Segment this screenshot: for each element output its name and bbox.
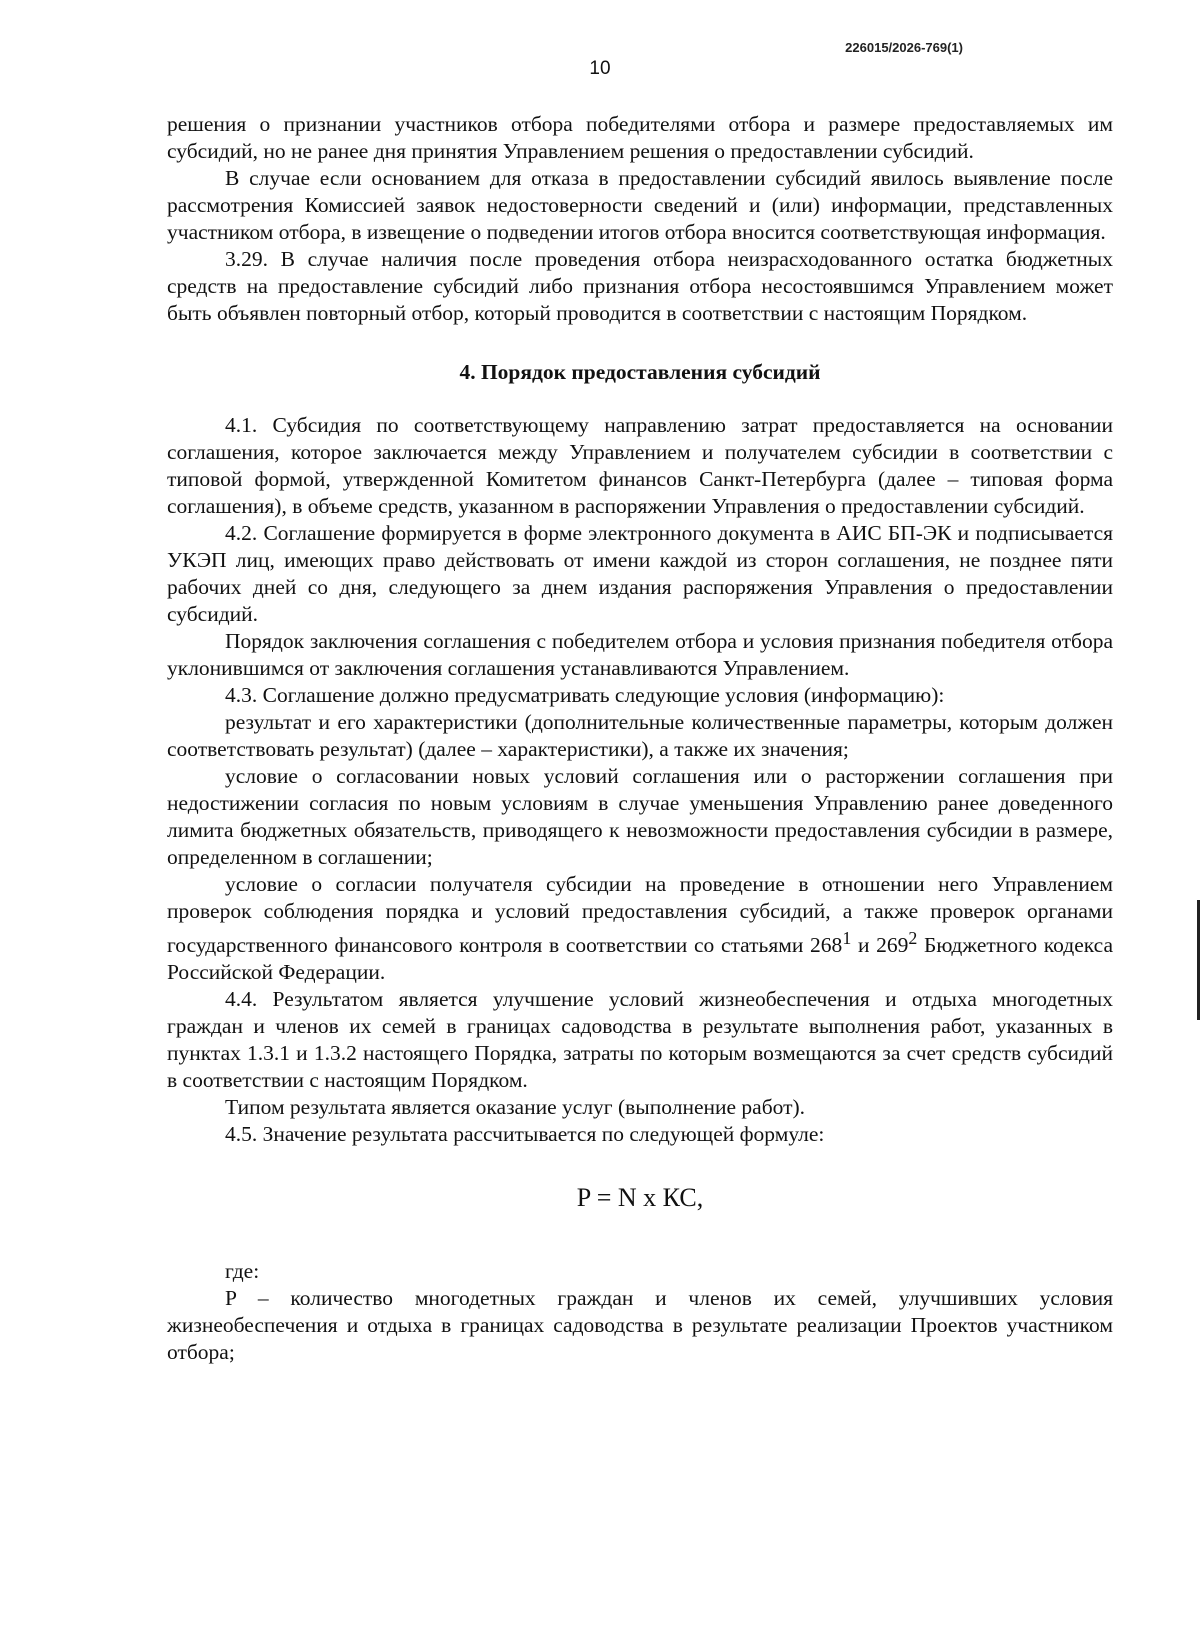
definition-paragraph: P – количество многодетных граждан и членов их семей, улучшивших условия жизнеобеспечения и отдыха в границах садоводства в результате реализации Проектов участником отбора;	[167, 1286, 1113, 1365]
paragraph: В случае если основанием для отказа в предоставлении субсидий явилось выявление после рассмотрения Комиссией заявок недостоверности сведений и (или) информации, представленных участником отбора, в извещение о подведении итогов отбора вносится соответствующая информация.	[167, 166, 1113, 244]
paragraph-4-4: 4.4. Результатом является улучшение условий жизнеобеспечения и отдыха многодетных граждан и членов их семей в границах садоводства в результате выполнения работ, указанных в пунктах 1.3.1 и 1.3.2 настоящего Порядка, затраты по которым возмещаются за счет средств субсидий в соответствии с настоящим Порядком.	[167, 987, 1113, 1093]
paragraph: Порядок заключения соглашения с победителем отбора и условия признания победителя отбора уклонившимся от заключения соглашения устанавливаются Управлением.	[167, 629, 1113, 680]
paragraph-4-2: 4.2. Соглашение формируется в форме электронного документа в АИС БП-ЭК и подписывается УКЭП лиц, имеющих право действовать от имени каждой из сторон соглашения, не позднее пяти рабочих дней со дня, следующего за днем издания распоряжения Управления о предоставлении субсидий.	[167, 521, 1113, 626]
paragraph-consent	[167, 871, 1113, 986]
paragraph: Типом результата является оказание услуг (выполнение работ).	[225, 1095, 806, 1120]
consent-text: условие о согласии получателя субсидии на проведение в отношении него Управлением проверок соблюдения порядка и условий предоставления субсидий, а также проверок органами государственного финансового контроля в соответствии со статьями 268	[167, 872, 1113, 958]
page-number: 10	[589, 58, 611, 79]
paragraph: условие о согласовании новых условий соглашения или о расторжении соглашения при недостижении согласия по новым условиям в случае уменьшения Управлению ранее доведенного лимита бюджетных обязательств, приводящего к невозможности предоставления субсидии в размере, определенном в соглашении;	[167, 764, 1113, 869]
formula: P = N x КС,	[576, 1183, 704, 1213]
consent-text: и 269	[851, 933, 909, 958]
paragraph-4-3: 4.3. Соглашение должно предусматривать следующие условия (информацию):	[225, 683, 945, 707]
paragraph-3-29: 3.29. В случае наличия после проведения отбора неизрасходованного остатка бюджетных средств на предоставление субсидий либо признания отбора несостоявшимся Управлением может быть объявлен повторный отбор, который проводится в соответствии с настоящим Порядком.	[167, 247, 1113, 325]
superscript: 2	[908, 928, 918, 948]
paragraph-4-5: 4.5. Значение результата рассчитывается по следующей формуле:	[225, 1122, 825, 1147]
paragraph-continuation: решения о признании участников отбора победителями отбора и размере предоставляемых им субсидий, но не ранее дня принятия Управлением решения о предоставлении субсидий.	[167, 112, 1113, 163]
superscript: 1	[842, 928, 852, 948]
paragraph: результат и его характеристики (дополнительные количественные параметры, которым должен соответствовать результат) (далее – характеристики), а также их значения;	[167, 710, 1113, 761]
document-registration-number: 226015/2026-769(1)	[845, 40, 963, 55]
paragraph-4-1: 4.1. Субсидия по соответствующему направлению затрат предоставляется на основании соглашения, которое заключается между Управлением и получателем субсидии в соответствии с типовой формой, утвержденной Комитетом финансов Санкт-Петербурга (далее – типовая форма соглашения), в объеме средств, указанном в распоряжении Управления о предоставлении субсидий.	[167, 413, 1113, 518]
consent-text: Бюджетного кодекса Российской Федерации.	[167, 933, 1114, 985]
document-body	[167, 111, 1113, 1366]
section-heading: 4. Порядок предоставления субсидий	[459, 360, 821, 384]
where-label: где:	[225, 1259, 260, 1284]
